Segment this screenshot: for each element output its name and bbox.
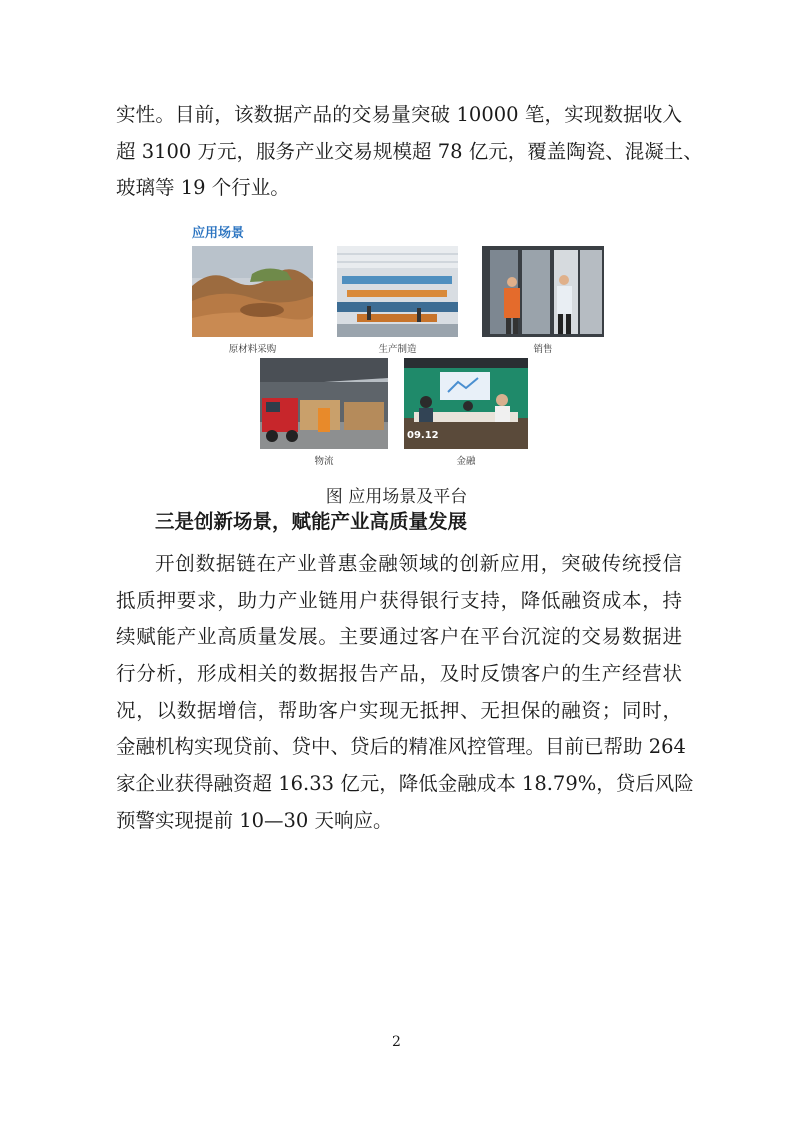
text-line: 况，以数据增信，帮助客户实现无抵押、无担保的融资；同时，: [116, 698, 682, 722]
raw-material-photo: [192, 246, 313, 337]
intro-paragraph: [116, 97, 703, 207]
section-heading: 三是创新场景，赋能产业高质量发展: [155, 510, 468, 533]
text-line: 玻璃等 19 个行业。: [116, 176, 290, 200]
text-line: 家企业获得融资超 16.33 亿元，降低金融成本 18.79%，贷后风险: [116, 772, 694, 796]
caption-logistics: 物流: [314, 456, 334, 467]
text-line: 行分析，形成相关的数据报告产品，及时反馈客户的生产经营状: [116, 662, 682, 686]
caption-production: 生产制造: [378, 344, 417, 355]
text-line: 超 3100 万元，服务产业交易规模超 78 亿元，覆盖陶瓷、混凝土、: [116, 139, 703, 163]
caption-raw-material: 原材料采购: [228, 344, 277, 355]
text-line: 开创数据链在产业普惠金融领域的创新应用，突破传统授信: [155, 552, 682, 575]
figure-title: 应用场景: [192, 226, 245, 241]
text-line: 续赋能产业高质量发展。主要通过客户在平台沉淀的交易数据进: [116, 625, 682, 649]
production-photo: [337, 246, 458, 337]
page-number: 2: [392, 1034, 401, 1050]
logistics-photo: [260, 358, 388, 449]
caption-finance: 金融: [456, 456, 476, 467]
caption-sales: 销售: [533, 344, 553, 355]
photo-timestamp: 09.12: [407, 430, 439, 441]
application-scenarios-figure: [192, 222, 604, 472]
sales-photo: [482, 246, 604, 337]
text-line: 金融机构实现贷前、贷中、贷后的精准风控管理。目前已帮助 264: [116, 735, 686, 759]
text-line: 预警实现提前 10—30 天响应。: [116, 808, 393, 832]
text-line: 抵质押要求，助力产业链用户获得银行支持，降低融资成本，持: [116, 588, 682, 612]
body-paragraph: [116, 546, 694, 840]
finance-photo: [404, 358, 528, 449]
figure-caption: 图 应用场景及平台: [325, 487, 468, 507]
text-line: 实性。目前，该数据产品的交易量突破 10000 笔，实现数据收入: [116, 103, 682, 126]
